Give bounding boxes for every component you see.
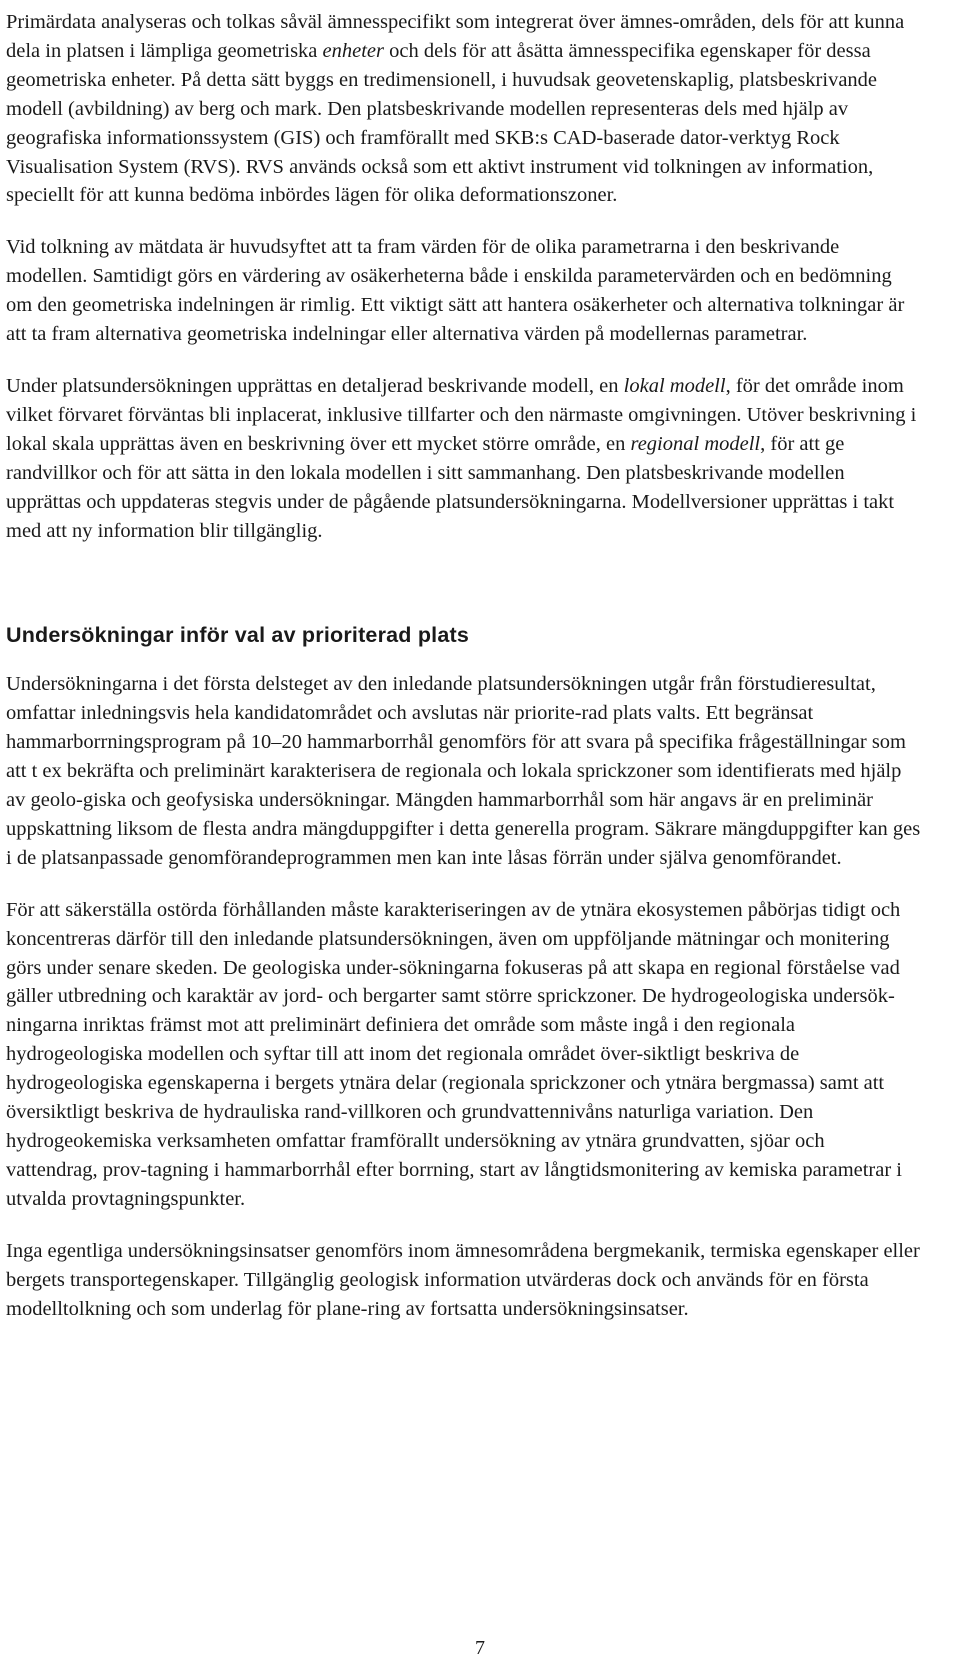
paragraph-primardata: [6, 8, 921, 210]
term-enheter: enheter: [322, 39, 385, 62]
paragraph-platsundersokning: [6, 372, 921, 545]
p3-text-middle: , för det område inom vilket förvaret förväntas bli inplacerat, inklusive tillfarter och den närmaste omgivningen. Utöver beskrivning i lokal skala upprättas även en beskrivning över ett mycket större område, en: [6, 374, 917, 455]
paragraph-ostorda-forhallanden: För att säkerställa ostörda förhållanden måste karakteriseringen av de ytnära ekosystemen påbörjas tidigt och koncentreras därför till den inledande platsundersökningen, även om uppföljande mätningar och monitering görs under senare skeden. De geologiska under-sökningarna fokuseras på att skapa en regional förståelse vad gäller utbredning och karaktär av jord- och bergarter samt större sprickzoner. De hydrogeologiska undersök-ningarna inriktas främst mot att preliminärt definiera det område som måste ingå i den regionala hydrogeologiska modellen och syftar till att inom det regionala området över-siktligt beskriva de hydrogeologiska egenskaperna i bergets ytnära delar (regionala sprickzoner och ytnära bergmassa) samt att översiktligt beskriva de hydrauliska rand-villkoren och grundvattennivåns naturliga variation. Den hydrogeokemiska verksamheten omfattar framförallt undersökning av ytnära grundvatten, sjöar och vattendrag, prov-tagning i hammarborrhål efter borrning, start av långtidsmonitering av kemiska parametrar i utvalda provtagningspunkter.: [6, 898, 903, 1210]
term-regional-modell: regional modell: [630, 432, 761, 455]
page-number: 7: [475, 1637, 485, 1659]
term-lokal-modell: lokal modell: [623, 374, 726, 397]
p1-text-end: och dels för att åsätta ämnesspecifika egenskaper för dessa geometriska enheter. På detta sätt byggs en tredimensionell, i huvudsak geovetenskaplig, platsbeskrivande modell (avbildning) av berg och mark. Den platsbeskrivande modellen representeras dels med hjälp av geografiska informationssystem (GIS) och framförallt med SKB:s CAD-baserade dator-verktyg Rock Visualisation System (RVS). RVS används också som ett aktivt instrument vid tolkningen av information, speciellt för att kunna bedöma inbördes lägen för olika deformationszoner.: [6, 39, 878, 207]
section-heading: Undersökningar inför val av prioriterad plats: [6, 623, 469, 648]
document-page: [6, 8, 921, 1323]
p3-text-end: , för att ge randvillkor och för att sätta in den lokala modellen i sitt sammanhang. Den platsbeskrivande modellen upprättas och uppdateras stegvis under de pågående platsundersökningarna. Modellversioner upprättas i takt med att ny information blir tillgänglig.: [6, 432, 895, 542]
p3-text-start: Under platsundersökningen upprättas en detaljerad beskrivande modell, en: [6, 374, 624, 397]
paragraph-inga-insatser: Inga egentliga undersökningsinsatser genomförs inom ämnesområdena bergmekanik, termiska egenskaper eller bergets transportegenskaper. Tillgänglig geologisk information utvärderas dock och används för en första modelltolkning och som underlag för plane-ring av fortsatta undersökningsinsatser.: [6, 1239, 920, 1320]
paragraph-undersokningarna: Undersökningarna i det första delsteget av den inledande platsundersökningen utgår från förstudieresultat, omfattar inledningsvis hela kandidatområdet och avslutas när priorite-rad plats valts. Ett begränsat hammarborrningsprogram på 10–20 hammarborrhål genomförs för att svara på specifika frågeställningar som att t ex bekräfta och preliminärt karakterisera de regionala och lokala sprickzoner som identifierats med hjälp av geolo-giska och geofysiska undersökningar. Mängden hammarborrhål som här angavs är en preliminär uppskattning liksom de flesta andra mängduppgifter i detta generella program. Säkrare mängduppgifter kan ges i de platsanpassade genomförandeprogrammen men kan inte låsas förrän under själva genomförandet.: [6, 673, 921, 869]
paragraph-tolkning: Vid tolkning av mätdata är huvudsyftet att ta fram värden för de olika parametrarna i den beskrivande modellen. Samtidigt görs en värdering av osäkerheterna både i enskilda parametervärden och en bedömning om den geometriska indelningen är rimlig. Ett viktigt sätt att hantera osäkerheter och alternativa tolkningar är att ta fram alternativa geometriska indelningar eller alternativa värden på modellernas parametrar.: [6, 236, 905, 346]
p1-text-start: Primärdata analyseras och tolkas såväl ämnesspecifikt som integrerat över ämnes-områden, dels för att kunna dela in platsen i lämpliga geometriska: [6, 11, 905, 62]
